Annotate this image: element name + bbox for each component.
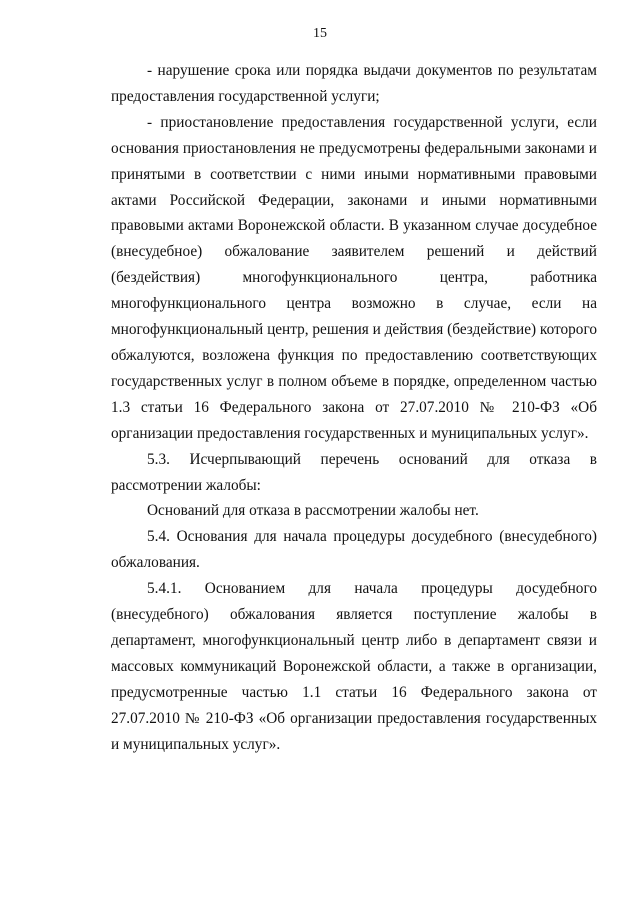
document-body bbox=[111, 58, 597, 757]
paragraph-5-4-heading: 5.4. Основания для начала процедуры досудебного (внесудебного) обжалования. bbox=[111, 528, 597, 572]
paragraph-5-3-heading: 5.3. Исчерпывающий перечень оснований для отказа в рассмотрении жалобы: bbox=[111, 450, 597, 494]
paragraph-violation-deadline: - нарушение срока или порядка выдачи документов по результатам предоставления государственной услуги; bbox=[111, 62, 597, 105]
paragraph-suspension: - приостановление предоставления государственной услуги, если основания приостановления не предусмотрены федеральными законами и принятыми в соответствии с ними иными нормативными правовыми актами Российской Федерации, законами и иными нормативными правовыми актами Воронежской области. В указанном случае досудебное (внесудебное) обжалование заявителем решений и действий (бездействия) многофункционального центра, работника многофункционального центра возможно в случае, если на многофункциональный центр, решения и действия (бездействие) которого обжалуются, возложена функция по предоставлению соответствующих государственных услуг в полном объеме в порядке, определенном частью 1.3 статьи 16 Федерального закона от 27.07.2010 № 210-ФЗ «Об организации предоставления государственных и муниципальных услуг». bbox=[111, 113, 597, 442]
page-number: 15 bbox=[313, 26, 327, 41]
paragraph-5-3-text: Оснований для отказа в рассмотрении жалобы нет. bbox=[147, 502, 479, 520]
paragraph-5-4-1: 5.4.1. Основанием для начала процедуры досудебного (внесудебного) обжалования является поступление жалобы в департамент, многофункциональный центр либо в департамент связи и массовых коммуникаций Воронежской области, а также в организации, предусмотренные частью 1.1 статьи 16 Федерального закона от 27.07.2010 № 210-ФЗ «Об организации предоставления государственных и муниципальных услуг». bbox=[111, 580, 597, 753]
